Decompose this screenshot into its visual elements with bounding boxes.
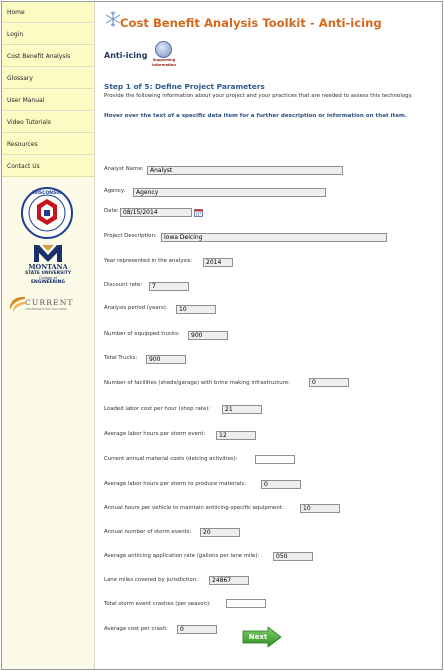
year-represented-input[interactable]	[203, 258, 233, 267]
msu-logo-line3: College of	[38, 276, 57, 280]
wisdot-logo[interactable]	[20, 186, 74, 240]
loaded-labor-cost-input[interactable]	[222, 405, 262, 414]
next-button[interactable]	[242, 626, 282, 648]
msu-m-logo	[28, 242, 68, 264]
msu-logo-line1: MONTANA	[28, 263, 68, 271]
hover-instructions: Hover over the text of a specific data item for a further description or information on that item.	[104, 113, 407, 119]
sidebar-item-home[interactable]: Home	[2, 2, 94, 23]
msu-logo[interactable]	[2, 264, 94, 285]
page-title: Cost Benefit Analysis Toolkit - Anti-icing	[120, 16, 382, 30]
loaded-labor-cost-label[interactable]: Loaded labor cost per hour (shop rate):	[104, 406, 211, 412]
total-trucks-input[interactable]	[146, 355, 186, 364]
agency-label[interactable]: Agency:	[104, 188, 126, 194]
current-logo[interactable]	[25, 299, 91, 311]
msu-logo-line2: STATE UNIVERSITY	[24, 271, 72, 276]
avg-cost-crash-label[interactable]: Average cost per crash:	[104, 626, 168, 632]
avg-labor-hours-storm-label[interactable]: Average labor hours per storm event:	[104, 431, 206, 437]
avg-labor-hours-materials-label[interactable]: Average labor hours per storm to produce materials:	[104, 481, 247, 487]
project-description-label[interactable]: Project Description:	[104, 233, 157, 239]
total-trucks-label[interactable]: Total Trucks:	[104, 355, 138, 361]
avg-application-rate-label[interactable]: Average antiicing application rate (gallons per lane mile):	[104, 553, 260, 559]
annual-storm-events-input[interactable]	[200, 528, 240, 537]
avg-application-rate-input[interactable]	[273, 552, 313, 561]
sidebar-item-resources[interactable]: Resources	[2, 134, 94, 155]
section-subtitle: Anti-icing	[104, 51, 148, 60]
total-storm-crashes-label[interactable]: Total storm event crashes (per season):	[104, 601, 211, 607]
discount-rate-label[interactable]: Discount rate:	[104, 282, 143, 288]
avg-labor-hours-storm-input[interactable]	[216, 431, 256, 440]
lane-miles-label[interactable]: Lane miles covered by jurisdiction:	[104, 577, 198, 583]
msu-logo-line4: ENGINEERING	[31, 280, 65, 285]
wisdot-logo-text: WISCONSIN	[32, 191, 62, 196]
form-fields	[94, 2, 440, 668]
sidebar-item-login[interactable]: Login	[2, 24, 94, 45]
annual-hours-maintain-input[interactable]	[300, 504, 340, 513]
current-logo-line2: TRANSPORTATION SOLUTIONS	[25, 307, 67, 311]
date-label[interactable]: Date:	[104, 208, 119, 214]
avg-labor-hours-materials-input[interactable]	[261, 480, 301, 489]
sidebar-item-video-tutorials[interactable]: Video Tutorials	[2, 112, 94, 133]
annual-storm-events-label[interactable]: Annual number of storm events:	[104, 529, 192, 535]
equipped-trucks-label[interactable]: Number of equipped trucks:	[104, 331, 180, 337]
next-label: Next	[248, 633, 268, 641]
year-represented-label[interactable]: Year represented in the analysis:	[104, 258, 193, 264]
date-input[interactable]	[120, 208, 192, 217]
sidebar-item-glossary[interactable]: Glossary	[2, 68, 94, 89]
sidebar-item-contact-us[interactable]: Contact Us	[2, 156, 94, 177]
equipped-trucks-input[interactable]	[188, 331, 228, 340]
project-description-input[interactable]	[161, 233, 387, 242]
annual-material-costs-label[interactable]: Current annual material costs (deicing activities):	[104, 456, 238, 462]
current-logo-line1: CURRENT	[25, 298, 74, 307]
calendar-icon[interactable]	[194, 208, 203, 217]
analyst-name-label[interactable]: Analyst Name:	[104, 166, 144, 172]
supporting-label-line1: Supporting	[152, 58, 176, 62]
step-intro: Provide the following information about your project and your practices that are needed to assess this technology.	[104, 93, 413, 99]
brine-facilities-label[interactable]: Number of facilities (sheds/garage) with brine making infrastructure:	[104, 380, 290, 386]
sidebar	[2, 2, 95, 669]
analysis-period-label[interactable]: Analysis period (years):	[104, 305, 168, 311]
lane-miles-input[interactable]	[209, 576, 249, 585]
supporting-label-line2: Information	[152, 62, 176, 67]
current-logo-swoosh-icon	[7, 294, 27, 314]
brine-facilities-input[interactable]	[309, 378, 349, 387]
sidebar-item-cost-benefit-analysis[interactable]: Cost Benefit Analysis	[2, 46, 94, 67]
annual-hours-maintain-label[interactable]: Annual hours per vehicle to maintain antiicing-specific equipment:	[104, 505, 284, 511]
total-storm-crashes-input[interactable]	[226, 599, 266, 608]
avg-cost-crash-input[interactable]	[177, 625, 217, 634]
step-title: Step 1 of 5: Define Project Parameters	[104, 82, 265, 91]
annual-material-costs-input[interactable]	[255, 455, 295, 464]
analysis-period-input[interactable]	[176, 305, 216, 314]
discount-rate-input[interactable]	[149, 282, 189, 291]
sidebar-item-user-manual[interactable]: User Manual	[2, 90, 94, 111]
